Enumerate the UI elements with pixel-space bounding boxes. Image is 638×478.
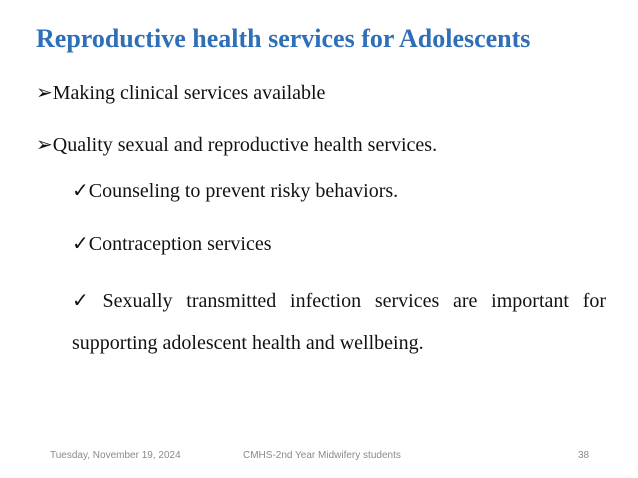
checkmark-icon: ✓ [72,290,89,312]
sub-bullet-text: Contraception services [88,233,272,255]
bullet-text: Making clinical services available [52,82,326,104]
slide-title: Reproductive health services for Adolescents [36,24,531,53]
bullet-item [36,132,437,157]
sub-bullet-text: Sexually transmitted infection services are important for supporting adolescent health and wellbeing. [72,290,607,354]
sub-bullet-item [72,231,271,256]
footer-date: Tuesday, November 19, 2024 [50,450,181,461]
page-number: 38 [578,450,590,461]
arrow-bullet-icon: ➢ [36,82,53,104]
checkmark-icon: ✓ [72,180,89,202]
footer-course: CMHS-2nd Year Midwifery students [243,450,401,461]
bullet-item [36,80,325,105]
sub-bullet-paragraph [72,280,606,364]
bullet-text: Quality sexual and reproductive health services. [52,134,438,156]
sub-bullet-item [72,178,398,203]
checkmark-icon: ✓ [72,233,89,255]
arrow-bullet-icon: ➢ [36,134,53,156]
sub-bullet-text: Counseling to prevent risky behaviors. [88,180,399,202]
